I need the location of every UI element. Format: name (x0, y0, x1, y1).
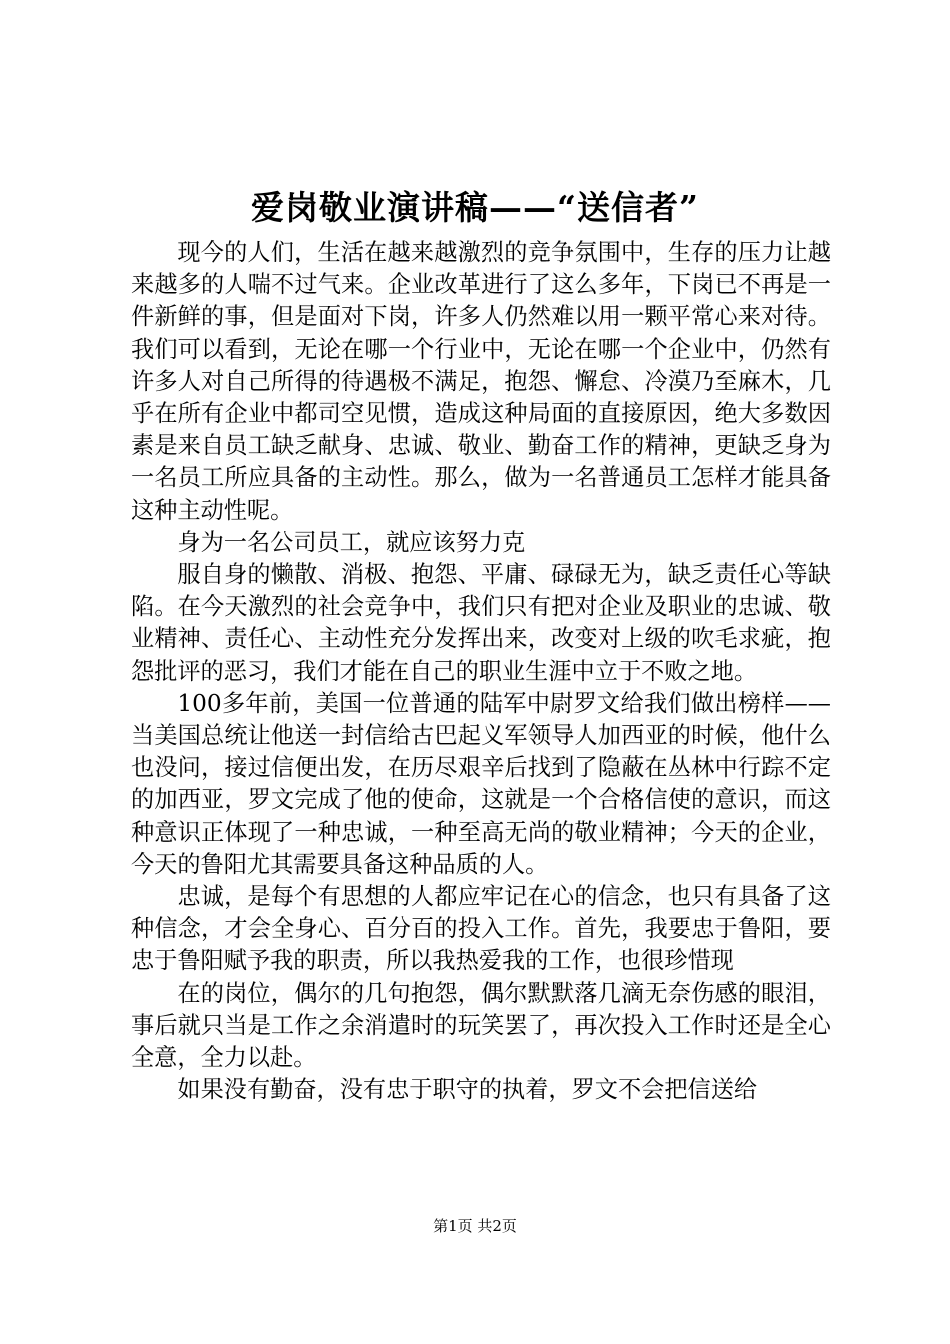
paragraph-7: 如果没有勤奋，没有忠于职守的执着，罗文不会把信送给 (177, 1076, 758, 1104)
paragraph-6: 在的岗位，偶尔的几句抱怨，偶尔默默落几滴无奈伤感的眼泪，事后就只当是工作之余消遣时的玩笑罢了，再次投入工作时还是全心全意，全力以赴。 (131, 979, 831, 1072)
document-title: 爱岗敬业演讲稿——“送信者” (251, 188, 699, 227)
paragraph-5: 忠诚，是每个有思想的人都应牢记在心的信念，也只有具备了这种信念，才会全身心、百分百的投入工作。首先，我要忠于鲁阳，要忠于鲁阳赋予我的职责，所以我热爱我的工作，也很珍惜现 (131, 883, 831, 975)
paragraph-4: 100多年前，美国一位普通的陆军中尉罗文给我们做出榜样——当美国总统让他送一封信给古巴起义军领导人加西亚的时候，他什么也没问，接过信便出发，在历尽艰辛后找到了隐蔽在丛林中行踪不定的加西亚，罗文完成了他的使命，这就是一个合格信使的意识，而这种意识正体现了一种忠诚，一种至高无尚的敬业精神；今天的企业，今天的鲁阳尤其需要具备这种品质的人。 (131, 689, 831, 878)
document-body (131, 237, 831, 1106)
paragraph-2: 身为一名公司员工，就应该努力克 (177, 528, 526, 556)
page-footer: 第1页 共2页 (433, 1217, 517, 1235)
paragraph-1: 现今的人们，生活在越来越激烈的竞争氛围中，生存的压力让越来越多的人喘不过气来。企业改革进行了这么多年，下岗已不再是一件新鲜的事，但是面对下岗，许多人仍然难以用一颗平常心来对待。我们可以看到，无论在哪一个行业中，无论在哪一个企业中，仍然有许多人对自己所得的待遇极不满足，抱怨、懈怠、冷漠乃至麻木，几乎在所有企业中都司空见惯，造成这种局面的直接原因，绝大多数因素是来自员工缺乏献身、忠诚、敬业、勤奋工作的精神，更缺乏身为一名员工所应具备的主动性。那么，做为一名普通员工怎样才能具备这种主动性呢。 (131, 239, 831, 524)
paragraph-3: 服自身的懒散、消极、抱怨、平庸、碌碌无为，缺乏责任心等缺陷。在今天激烈的社会竞争中，我们只有把对企业及职业的忠诚、敬业精神、责任心、主动性充分发挥出来，改变对上级的吹毛求疵，抱怨批评的恶习，我们才能在自己的职业生涯中立于不败之地。 (131, 561, 831, 685)
